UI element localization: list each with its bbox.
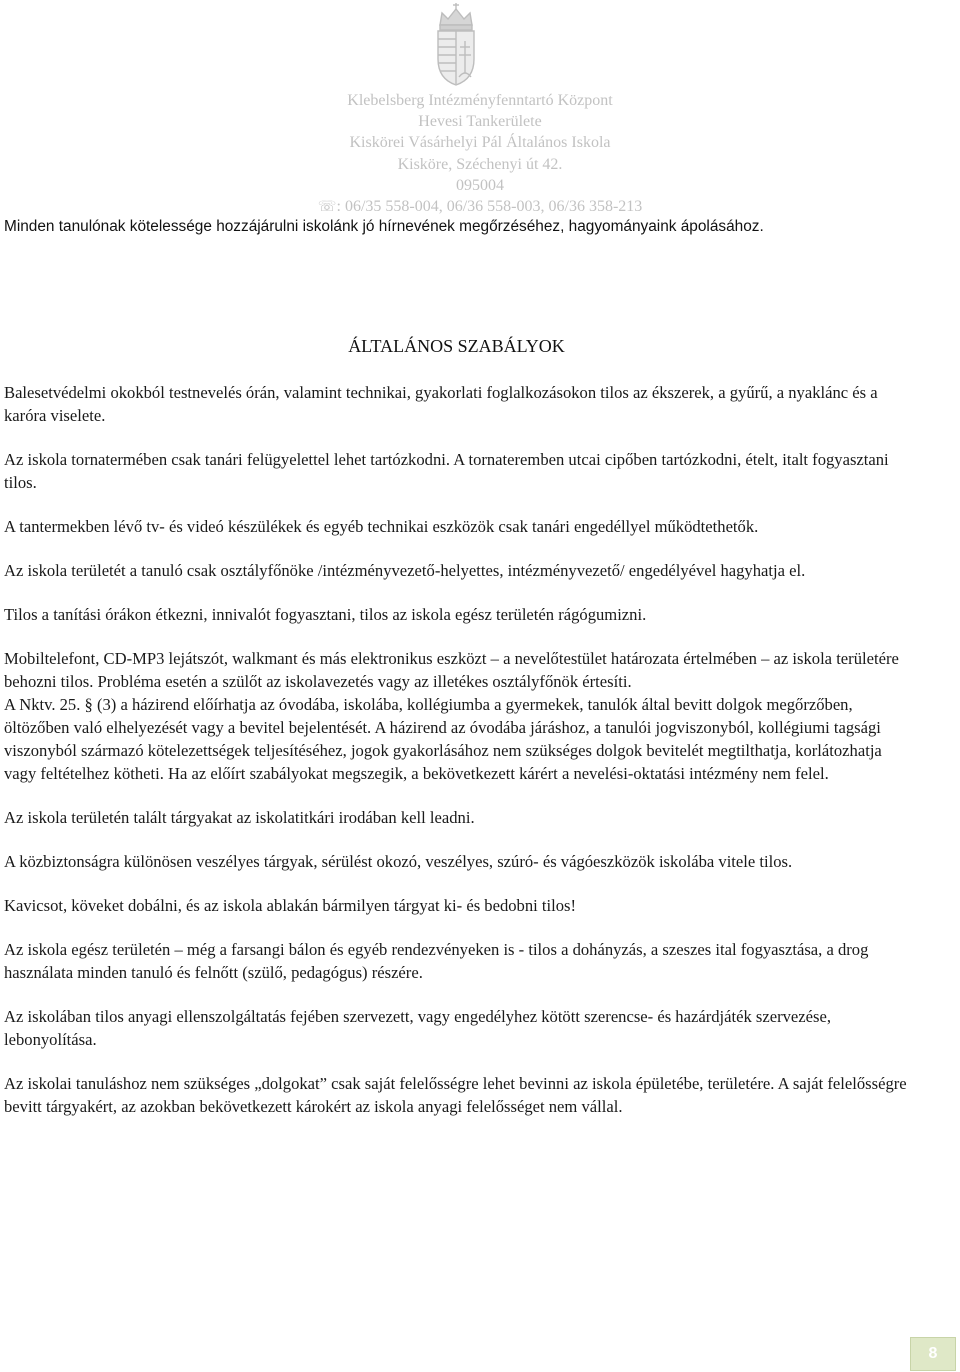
page-number-badge: 8 [910,1337,956,1371]
rule-paragraph: Az iskola területét a tanuló csak osztályfőnöke /intézményvezető-helyettes, intézményvezető/ engedélyével hagyhatja el. [4,561,806,580]
rule-paragraph: Tilos a tanítási órákon étkezni, innivalót fogyasztani, tilos az iskola egész területén rágógumizni. [4,605,647,624]
rule-paragraph: Balesetvédelmi okokból testnevelés órán, valamint technikai, gyakorlati foglalkozásokon tilos az ékszerek, a gyűrű, a nyaklánc és a karóra viselete. [4,383,878,425]
letterhead-phone [0,196,960,217]
letterhead-school-name: Kiskörei Vásárhelyi Pál Általános Iskola [349,134,611,152]
letterhead-phone-numbers: : 06/35 558-004, 06/36 558-003, 06/36 358-213 [336,198,643,216]
rule-paragraph: Az iskola egész területén – még a farsangi bálon és egyéb rendezvényeken is - tilos a dohányzás, a szeszes ital fogyasztása, a drog használata minden tanuló és felnőtt (szülő, pedagógus) részére. [4,940,869,982]
coat-of-arms-icon [430,3,482,87]
rule-paragraph: A közbiztonságra különösen veszélyes tárgyak, sérülést okozó, veszélyes, szúró- és vágóeszközök iskolába vitele tilos. [4,852,793,871]
rule-paragraph: A Nktv. 25. § (3) a házirend előírhatja az óvodába, iskolába, kollégiumba a gyermekek, tanulók által bevitt dolgok megőrzőben, öltözőben való elhelyezését vagy a bevitel bejelentését. A házirend az óvodába járáshoz, a tanulói jogviszonyból, kollégiumi tagsági viszonyból származó kötelezettségek teljesítéséhez, jogok gyakorlásához nem szükséges dolgok bevitelét megtilthatja, korlátozhatja vagy feltételhez kötheti. Ha az előírt szabályokat megszegik, a bekövetkezett kárért a nevelési-oktatási intézmény nem felel. [4,695,882,783]
letterhead-code: 095004 [456,176,504,194]
letterhead-district: Hevesi Tankerülete [418,113,542,131]
letterhead-organization: Klebelsberg Intézményfenntartó Központ [347,92,613,109]
rule-paragraph: A tantermekben lévő tv- és videó készülékek és egyéb technikai eszközök csak tanári engedéllyel működtethetők. [4,517,759,536]
letterhead [0,90,960,217]
rule-paragraph: Kavicsot, köveket dobálni, és az iskola ablakán bármilyen tárgyat ki- és bedobni tilos! [4,896,577,915]
rule-paragraph: Az iskola tornatermében csak tanári felügyelettel lehet tartózkodni. A tornateremben utcai cipőben tartózkodni, ételt, italt fogyasztani tilos. [4,450,889,492]
rules-body [4,381,914,1139]
rule-paragraph: Mobiltelefont, CD-MP3 lejátszót, walkmant és más elektronikus eszközt – a nevelőtestület határozata értelmében – az iskola területére behozni tilos. Probléma esetén a szülőt az iskolavezetés vagy az illetékes osztályfőnök értesíti. [4,649,899,691]
letterhead-address: Kisköre, Széchenyi út 42. [397,155,563,173]
telephone-icon: ☏ [317,197,337,216]
rule-paragraph: Az iskolai tanuláshoz nem szükséges „dolgokat” csak saját felelősségre lehet bevinni az iskola épületébe, területére. A saját felelősségre bevitt tárgyakért, az azokban bekövetkezett károkért az iskola anyagi felelősséget nem vállal. [4,1074,907,1116]
rule-paragraph: Az iskolában tilos anyagi ellenszolgáltatás fejében szervezett, vagy engedélyhez kötött szerencse- és hazárdjáték szervezése, lebonyolítása. [4,1007,831,1049]
rule-paragraph: Az iskola területén talált tárgyakat az iskolatitkári irodában kell leadni. [4,808,475,827]
section-title: ÁLTALÁNOS SZABÁLYOK [348,336,565,356]
intro-sentence: Minden tanulónak kötelessége hozzájárulni iskolánk jó hírnevének megőrzéséhez, hagyományaink ápolásához. [4,218,764,235]
